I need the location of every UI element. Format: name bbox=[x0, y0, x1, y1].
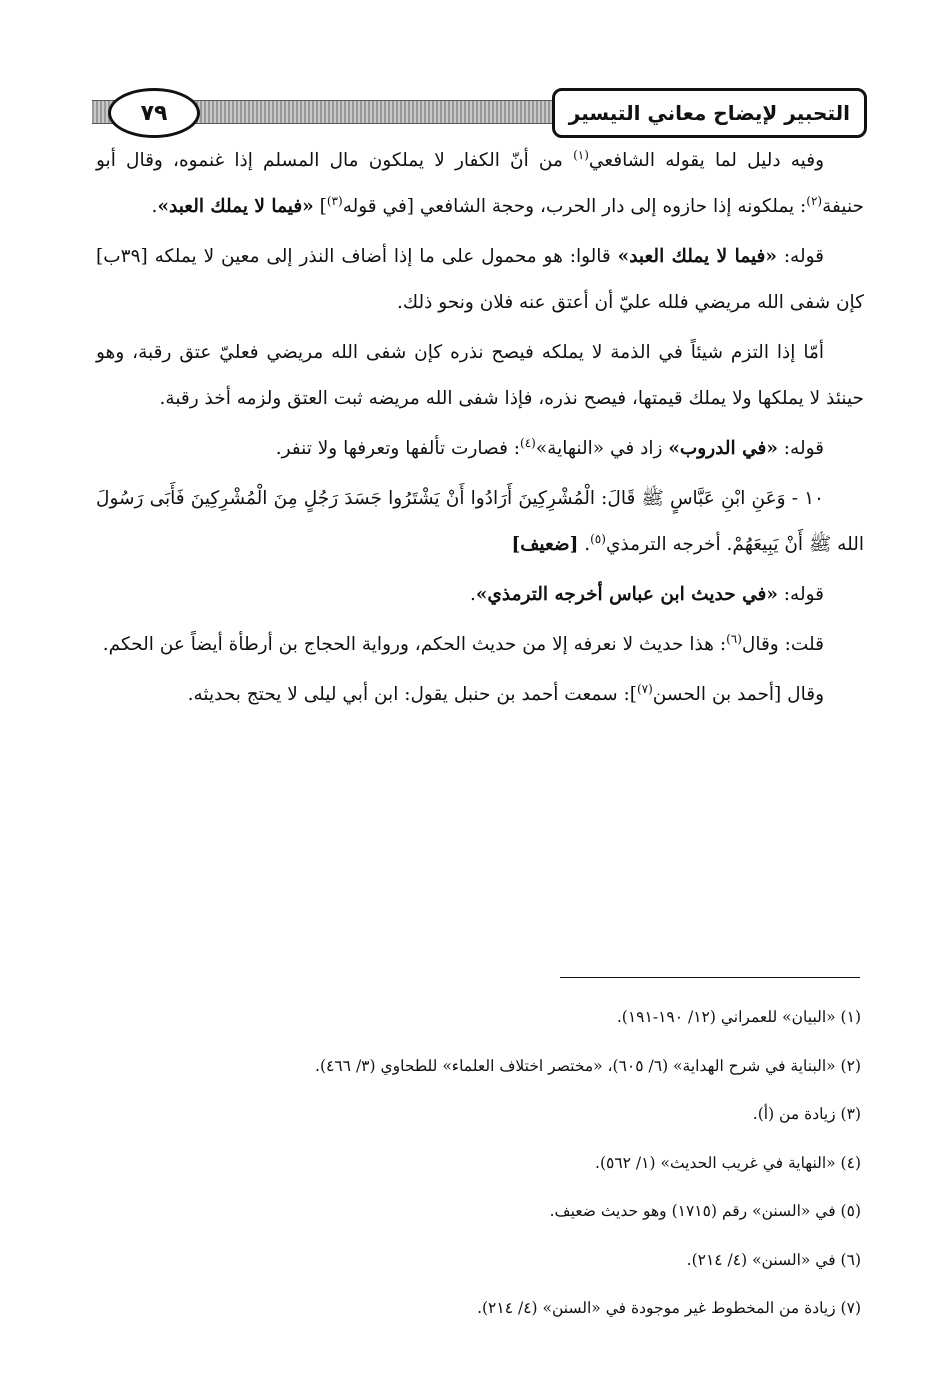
text: أمّا إذا التزم شيئاً في الذمة لا يملكه فيصح نذره كإن شفى الله مريضي فعليّ عتق رقبة، وهو حينئذ لا يملكها ولا يملك قيمتها، فيصح نذره، فإذا شفى الله مريضه ثبت العتق ولزمه أخذ رقبة. bbox=[96, 342, 864, 409]
paragraph-4 bbox=[96, 426, 864, 472]
page-number: ٧٩ bbox=[108, 88, 200, 138]
quoted-phrase: «في حديث ابن عباس أخرجه الترمذي» bbox=[475, 584, 778, 605]
text: وقال [أحمد بن الحسن bbox=[652, 684, 824, 705]
footnote-1: (١) «البيان» للعمراني (١٢/ ١٩٠-١٩١). bbox=[616, 1008, 861, 1026]
footnote-7: (٧) زيادة من المخطوط غير موجودة في «السنن» (٤/ ٢١٤). bbox=[477, 1299, 861, 1317]
footnote-ref: (٧) bbox=[636, 681, 653, 696]
running-title: التحبير لإيضاح معاني التيسير bbox=[552, 88, 867, 138]
footnote-ref: (٥) bbox=[590, 531, 606, 546]
hadith-text: ١٠ - وَعَنِ ابْنِ عَبَّاسٍ ﷺ قَالَ: الْمُشْرِكِينَ أَرَادُوا أَنْ يَشْتَرُوا جَسَدَ رَجُلٍ مِنَ الْمُشْرِكِينَ فَأَبَى رَسُولَ الله ﷺ أَنْ يَبِيعَهُمْ. أخرجه الترمذي bbox=[96, 488, 864, 555]
footnote-ref: (٤) bbox=[520, 435, 536, 450]
quoted-phrase: «في الدروب» bbox=[668, 438, 778, 459]
text: : هذا حديث لا نعرفه إلا من حديث الحكم، ورواية الحجاج بن أرطأة أيضاً عن الحكم. bbox=[102, 634, 727, 655]
footnote-ref: (٣) bbox=[326, 193, 343, 208]
grading-label: [ضعيف] bbox=[511, 534, 579, 555]
text: : فصارت تألفها وتعرفها ولا تنفر. bbox=[275, 438, 521, 459]
footnote-ref: (١) bbox=[573, 147, 589, 162]
text: قوله: bbox=[777, 438, 824, 459]
footnote-2: (٢) «البناية في شرح الهداية» (٦/ ٦٠٥)، «مختصر اختلاف العلماء» للطحاوي (٣/ ٤٦٦). bbox=[315, 1056, 861, 1075]
text: من أنّ الكفار لا يملكون مال المسلم إذا غنموه، وقال أبو حنيفة bbox=[96, 150, 864, 217]
quoted-phrase: «فيما لا يملك العبد» bbox=[157, 196, 314, 217]
footnote-separator bbox=[560, 977, 860, 978]
quoted-phrase: «فيما لا يملك العبد» bbox=[617, 246, 777, 267]
paragraph-6 bbox=[96, 572, 864, 618]
text: قالوا: هو محمول على ما إذا أضاف النذر إلى معين لا يملكه [٣٩ب] كإن شفى الله مريضي فلله عليّ أن أعتق عنه فلان ونحو ذلك. bbox=[96, 246, 864, 313]
text: قلت: وقال bbox=[741, 634, 824, 655]
footnotes bbox=[96, 1005, 861, 1345]
text: زاد في «النهاية» bbox=[535, 438, 669, 459]
paragraph-8 bbox=[96, 672, 864, 718]
text: . bbox=[151, 196, 158, 217]
footnote-5: (٥) في «السنن» رقم (١٧١٥) وهو حديث ضعيف. bbox=[549, 1202, 861, 1220]
footnote-3: (٣) زيادة من (أ). bbox=[752, 1105, 861, 1123]
paragraph-7 bbox=[96, 622, 864, 668]
hadith-10 bbox=[96, 476, 864, 568]
main-text bbox=[96, 138, 864, 722]
paragraph-1 bbox=[96, 138, 864, 230]
footnote-6: (٦) في «السنن» (٤/ ٢١٤). bbox=[686, 1250, 861, 1269]
text: : يملكونه إذا حازوه إلى دار الحرب، وحجة الشافعي [في قوله bbox=[342, 196, 807, 217]
text: . bbox=[469, 584, 476, 605]
text: قوله: bbox=[777, 584, 824, 605]
paragraph-2 bbox=[96, 234, 864, 326]
paragraph-3 bbox=[96, 330, 864, 422]
text: . bbox=[578, 534, 591, 555]
footnote-4: (٤) «النهاية في غريب الحديث» (١/ ٥٦٢). bbox=[595, 1153, 861, 1172]
text: وفيه دليل لما يقوله الشافعي bbox=[588, 150, 825, 171]
footnote-ref: (٦) bbox=[726, 631, 742, 646]
footnote-ref: (٢) bbox=[806, 193, 823, 208]
text: قوله: bbox=[776, 246, 825, 267]
text: ]: سمعت أحمد بن حنبل يقول: ابن أبي ليلى لا يحتج بحديثه. bbox=[187, 684, 637, 705]
text: ] bbox=[313, 196, 327, 217]
